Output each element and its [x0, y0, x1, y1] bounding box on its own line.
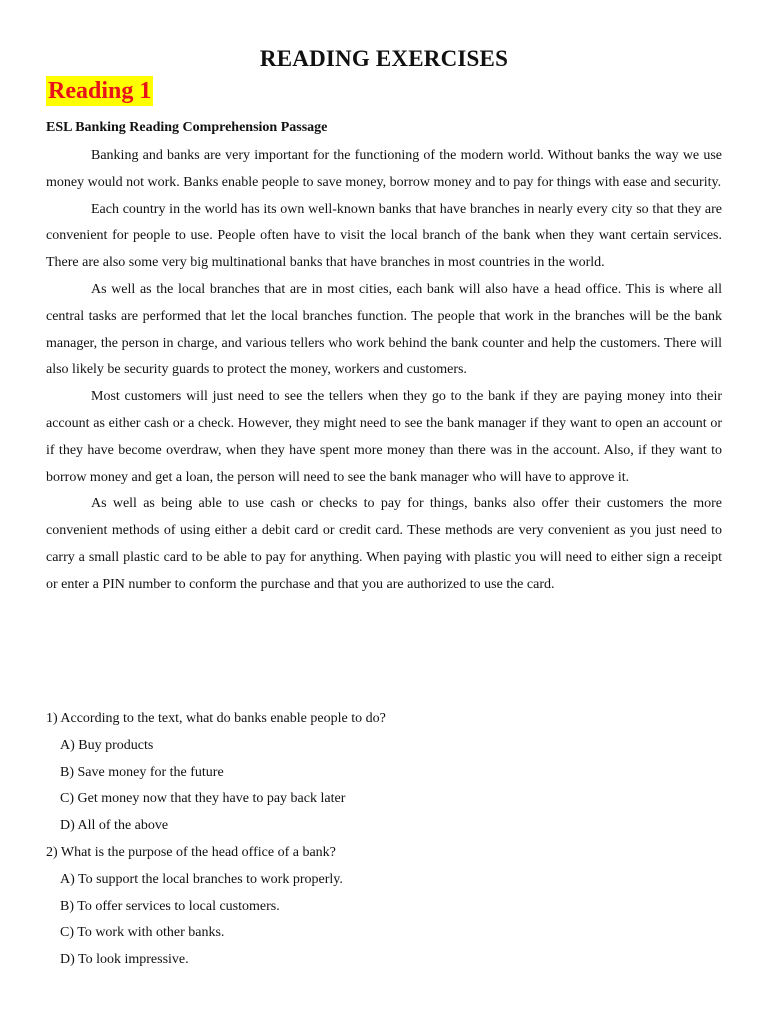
- passage-paragraph: Banking and banks are very important for the functioning of the modern world. Without banks the way we use money would not work. Banks enable people to save money, borrow money and to pay for things with ease and security.: [46, 148, 722, 190]
- passage-paragraph: As well as being able to use cash or checks to pay for things, banks also offer their customers the more convenient methods of using either a debit card or credit card. These methods are very convenient as you just need to carry a small plastic card to be able to pay for anything. When paying with plastic you will need to either sign a receipt or enter a PIN number to conform the purchase and that you are authorized to use the card.: [46, 496, 722, 592]
- answer-option: D) To look impressive.: [60, 952, 189, 968]
- passage-title: ESL Banking Reading Comprehension Passage: [46, 120, 328, 135]
- answer-option: C) To work with other banks.: [60, 925, 225, 941]
- answer-option: C) Get money now that they have to pay back later: [60, 791, 346, 807]
- reading-section-label: Reading 1: [48, 78, 152, 104]
- question-text: 2) What is the purpose of the head office of a bank?: [46, 844, 336, 860]
- answer-option: B) To offer services to local customers.: [60, 898, 280, 914]
- page-title: READING EXERCISES: [259, 46, 509, 71]
- passage-paragraph: As well as the local branches that are in most cities, each bank will also have a head office. This is where all central tasks are performed that let the local branches function. The people that work in the branches will be the bank manager, the person in charge, and various tellers who work behind the bank counter and help the customers. There will also likely be security guards to protect the money, workers and customers.: [46, 281, 722, 378]
- passage-paragraph: Most customers will just need to see the tellers when they go to the bank if they are paying money into their account as either cash or a check. However, they might need to see the bank manager if they want to open an account or if they have become overdraw, when they have spent more money than there was in the account. Also, if they want to borrow money and get a loan, the person will need to see the bank manager who will have to approve it.: [46, 389, 722, 485]
- answer-option: A) To support the local branches to work properly.: [60, 871, 343, 887]
- answer-option: D) All of the above: [60, 818, 169, 834]
- answer-option: A) Buy products: [60, 737, 154, 753]
- passage-body: [46, 143, 722, 599]
- answer-option: B) Save money for the future: [60, 764, 224, 780]
- question-list: [46, 706, 722, 974]
- question-text: 1) According to the text, what do banks enable people to do?: [46, 711, 386, 726]
- passage-paragraph: Each country in the world has its own well-known banks that have branches in nearly every city so that they are convenient for people to use. People often have to visit the local branch of the bank when they want certain services. There are also some very big multinational banks that have branches in most countries in the world.: [46, 201, 722, 271]
